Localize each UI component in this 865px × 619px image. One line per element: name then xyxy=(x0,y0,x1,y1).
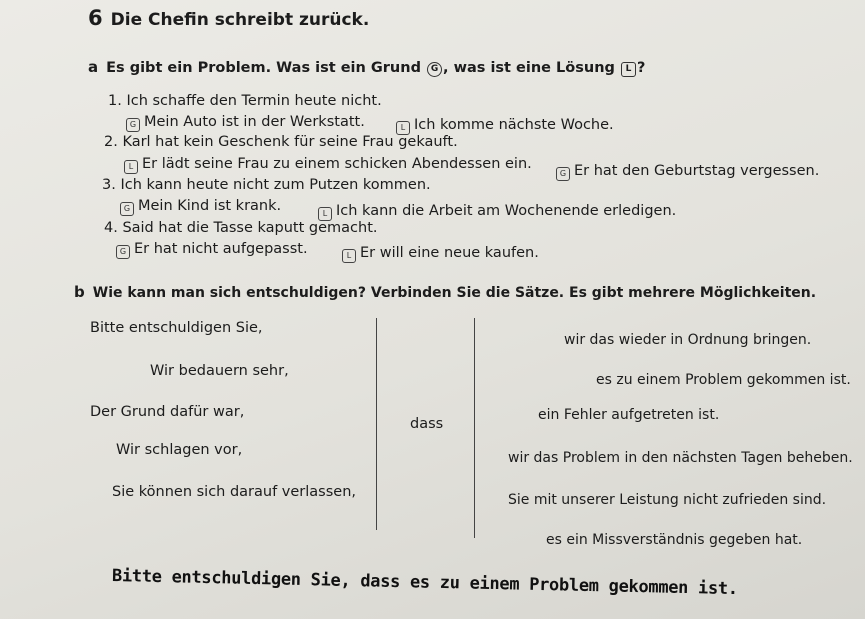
part-b-instruction xyxy=(74,283,816,301)
left-phrase-2[interactable]: Wir bedauern sehr, xyxy=(150,363,289,379)
part-a-text-mid: , was ist eine Lösung xyxy=(443,60,615,76)
answer-box[interactable]: L xyxy=(318,207,332,221)
item-4-sentence: 4. Said hat die Tasse kaputt gemacht. xyxy=(104,220,378,236)
part-a-text-pre: Es gibt ein Problem. Was ist ein Grund xyxy=(106,60,421,76)
right-phrase-3[interactable]: ein Fehler aufgetreten ist. xyxy=(538,407,720,423)
answer-box[interactable]: G xyxy=(120,202,134,216)
item-3-option-1 xyxy=(120,198,281,216)
right-phrase-2[interactable]: es zu einem Problem gekommen ist. xyxy=(596,372,851,388)
part-b-letter: b xyxy=(74,283,85,301)
answer-box[interactable]: L xyxy=(342,249,356,263)
item-3-option-2 xyxy=(318,203,676,221)
option-text: Mein Auto ist in der Werkstatt. xyxy=(144,114,365,130)
item-1-sentence: 1. Ich schaffe den Termin heute nicht. xyxy=(108,93,382,109)
right-phrase-1[interactable]: wir das wieder in Ordnung bringen. xyxy=(564,332,812,348)
answer-box[interactable]: L xyxy=(124,160,138,174)
item-4-option-1 xyxy=(116,241,308,259)
answer-box[interactable]: G xyxy=(556,167,570,181)
item-1-option-2 xyxy=(396,117,614,135)
option-text: Er lädt seine Frau zu einem schicken Abendessen ein. xyxy=(142,156,532,172)
loesung-symbol: L xyxy=(621,62,636,77)
exercise-heading xyxy=(88,6,369,30)
part-b-text: Wie kann man sich entschuldigen? Verbinden Sie die Sätze. Es gibt mehrere Möglichkeiten. xyxy=(92,285,817,301)
example-answer: Bitte entschuldigen Sie, dass es zu einem Problem gekommen ist. xyxy=(111,566,738,600)
left-phrase-1[interactable]: Bitte entschuldigen Sie, xyxy=(90,320,263,336)
option-text: Er will eine neue kaufen. xyxy=(360,245,539,261)
right-phrase-6[interactable]: es ein Missverständnis gegeben hat. xyxy=(546,532,803,548)
answer-box[interactable]: G xyxy=(116,245,130,259)
option-text: Er hat den Geburtstag vergessen. xyxy=(574,163,820,179)
grund-symbol: G xyxy=(427,62,442,77)
left-phrase-5[interactable]: Sie können sich darauf verlassen, xyxy=(112,484,357,500)
option-text: Er hat nicht aufgepasst. xyxy=(134,241,308,257)
right-phrase-5[interactable]: Sie mit unserer Leistung nicht zufrieden sind. xyxy=(508,492,827,508)
answer-box[interactable]: L xyxy=(396,121,410,135)
connector-word: dass xyxy=(410,416,444,432)
item-1-option-1 xyxy=(126,114,365,132)
exercise-number: 6 xyxy=(88,6,103,30)
item-3-sentence: 3. Ich kann heute nicht zum Putzen kommen. xyxy=(102,177,431,193)
item-2-option-2 xyxy=(556,163,819,181)
part-a-instruction xyxy=(88,58,645,77)
answer-box[interactable]: G xyxy=(126,118,140,132)
left-phrase-3[interactable]: Der Grund dafür war, xyxy=(90,404,245,420)
part-a-letter: a xyxy=(88,58,99,76)
divider-line-right xyxy=(474,318,475,538)
item-4-option-2 xyxy=(342,245,539,263)
item-2-sentence: 2. Karl hat kein Geschenk für seine Frau gekauft. xyxy=(104,134,458,150)
divider-line-left xyxy=(376,318,377,530)
option-text: Mein Kind ist krank. xyxy=(138,198,282,214)
part-a-text-post: ? xyxy=(636,60,646,76)
option-text: Ich kann die Arbeit am Wochenende erledigen. xyxy=(336,203,677,219)
option-text: Ich komme nächste Woche. xyxy=(414,117,614,133)
item-2-option-1 xyxy=(124,156,532,174)
right-phrase-4[interactable]: wir das Problem in den nächsten Tagen beheben. xyxy=(508,450,853,466)
exercise-title: Die Chefin schreibt zurück. xyxy=(110,10,370,30)
left-phrase-4[interactable]: Wir schlagen vor, xyxy=(116,442,243,458)
